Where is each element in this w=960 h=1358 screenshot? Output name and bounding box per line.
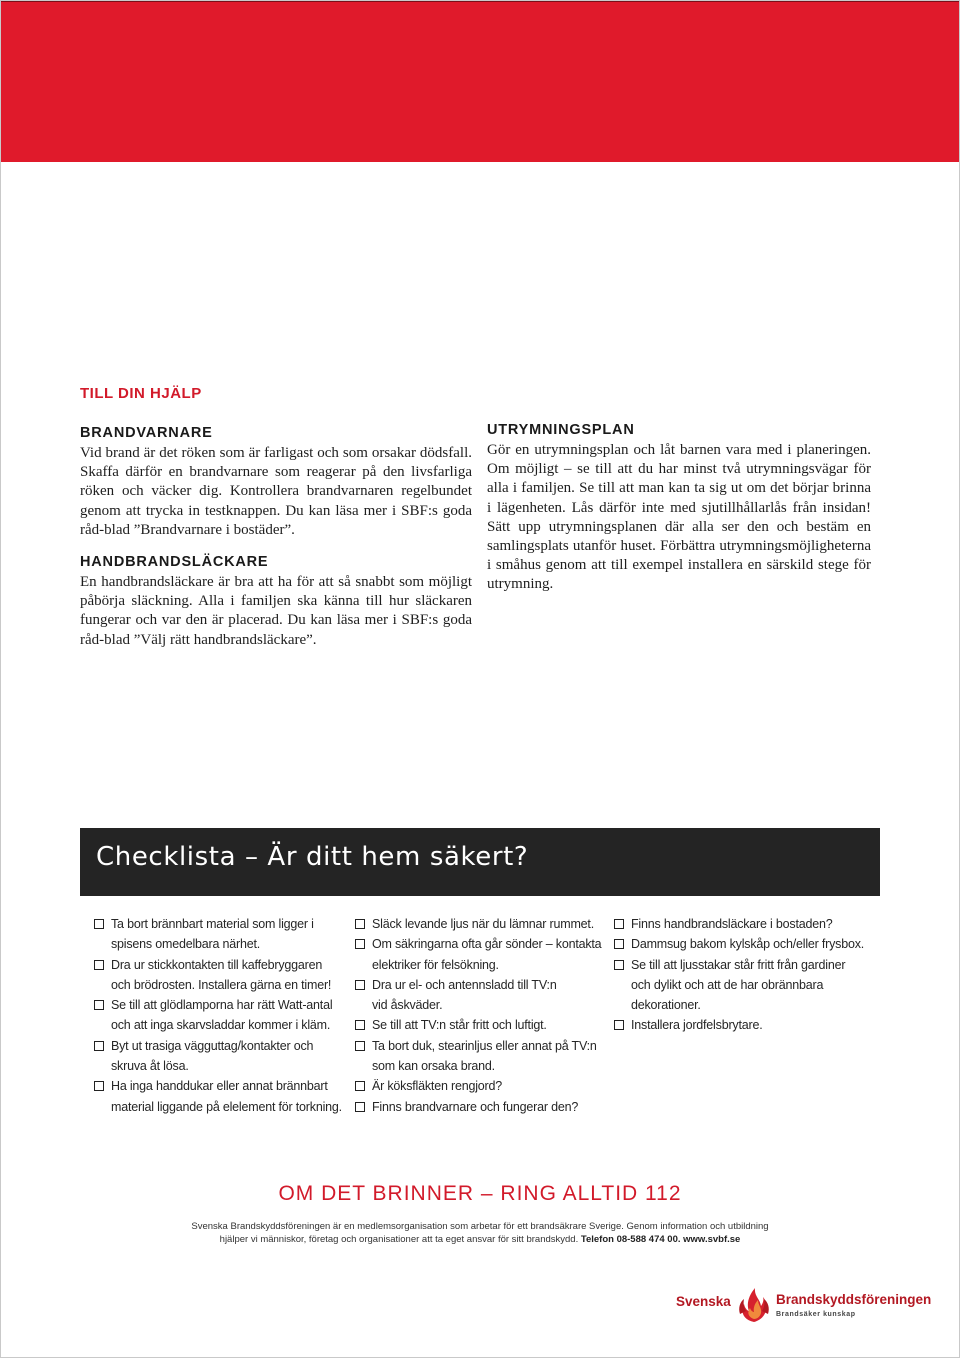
checklist-column-1 <box>94 914 344 1117</box>
checklist-item-text <box>111 995 332 1036</box>
checklist-item-text <box>372 975 557 1016</box>
checklist-item <box>355 1097 605 1117</box>
checklist-item-line: elektriker för felsökning. <box>372 957 499 972</box>
utrymningsplan-body: Gör en utrymningsplan och låt barnen vara med i planeringen. Om möjligt – se till att du har minst två utrymningsvägar för alla i familjen. Se till att man kan ta sig ut om det börjar brinna i lägenheten. Lås därför inte med sjutillhållarlås från insidan! Sätt upp utrymningsplanen där alla ser den och bestäm en samlingsplats utanför huset. Förbättra utrymningsmöjligheterna i småhus genom att till exempel installera en särskild stege för utrymning. <box>487 442 871 593</box>
checklist-item <box>94 995 344 1036</box>
checklist-item <box>614 934 874 954</box>
checklist-item-text <box>631 914 832 934</box>
checklist-item-text <box>111 914 314 955</box>
checklist-item-line: Se till att ljusstakar står fritt från gardiner <box>631 957 846 972</box>
checklist-item-text <box>111 955 331 996</box>
checkbox-square-icon <box>614 939 624 949</box>
checkbox-square-icon <box>94 960 104 970</box>
checklist-column-2 <box>355 914 605 1117</box>
section-tag: TILL DIN HJÄLP <box>80 385 202 402</box>
checkbox-square-icon <box>355 1102 365 1112</box>
checklist-item <box>355 1015 605 1035</box>
brandvarnare-body: Vid brand är det röken som är farligast och som orsakar dödsfall. Skaffa därför en brandvarnare som reagerar på den livsfarliga röken och väcker dig. Kontrollera brandvarnaren regelbundet genom att trycka in testknappen. Du kan läsa mer i SBF:s goda råd-blad ”Brandvarnare i bostäder”. <box>80 445 472 538</box>
checklist-item-text <box>372 1097 578 1117</box>
checklist-item-text <box>631 1015 762 1035</box>
checklist-column-3 <box>614 914 874 1036</box>
checkbox-square-icon <box>355 1020 365 1030</box>
checklist-item-line: Dra ur el- och antennsladd till TV:n <box>372 977 557 992</box>
handbrandslackare-body: En handbrandsläckare är bra att ha för att så snabbt som möjligt påbörja släckning. Alla i familjen ska känna till hur släckaren fungerar och var den är placerad. Du kan läsa mer i SBF:s goda råd-blad ”Välj rätt handbrandsläckare”. <box>80 574 472 648</box>
checklist-item-line: Dammsug bakom kylskåp och/eller frysbox. <box>631 937 865 952</box>
checkbox-square-icon <box>94 919 104 929</box>
emergency-call-line: OM DET BRINNER – RING ALLTID 112 <box>278 1182 682 1205</box>
checklist-item <box>94 914 344 955</box>
checklist-item-line: Ta bort brännbart material som ligger i <box>111 917 314 931</box>
flame-icon <box>734 1284 774 1324</box>
checklist-item-line: Se till att TV:n står fritt och luftigt. <box>372 1018 547 1033</box>
footer-line-1: Svenska Brandskyddsföreningen är en medlemsorganisation som arbetar för ett brandsäkrare Sverige. Genom information och utbildning <box>191 1221 769 1232</box>
checkbox-square-icon <box>355 939 365 949</box>
checklist-item-text <box>372 1015 547 1035</box>
checkbox-square-icon <box>614 919 624 929</box>
footer-line-2: hjälper vi människor, företag och organisationer att ta eget ansvar för sitt brandskydd. <box>219 1234 579 1245</box>
checklist-item <box>94 955 344 996</box>
checklist-item-line: och brödrosten. Installera gärna en timer! <box>111 977 332 992</box>
checkbox-square-icon <box>355 919 365 929</box>
checklist-item-line: material liggande på elelement för torkning. <box>111 1099 342 1114</box>
checklist-item <box>355 1076 605 1096</box>
checklist-item-line: Om säkringarna ofta går sönder – kontakta <box>372 937 602 952</box>
checkbox-square-icon <box>94 1041 104 1051</box>
right-column <box>487 422 871 595</box>
checklist-item-text <box>372 934 601 975</box>
checklist-item-line: Ha inga handdukar eller annat brännbart <box>111 1079 328 1094</box>
checklist-item-line: Dra ur stickkontakten till kaffebryggaren <box>111 957 323 972</box>
checkbox-square-icon <box>355 980 365 990</box>
checkbox-square-icon <box>355 1081 365 1091</box>
checklist-title: Checklista – Är ditt hem säkert? <box>96 842 529 872</box>
checklist-item <box>94 1036 344 1077</box>
footer-text <box>160 1220 800 1246</box>
utrymningsplan-heading: UTRYMNINGSPLAN <box>487 422 635 438</box>
checklist-item-line: Släck levande ljus när du lämnar rummet. <box>372 917 594 931</box>
checkbox-square-icon <box>614 1020 624 1030</box>
checklist-item <box>355 1036 605 1077</box>
checkbox-square-icon <box>355 1041 365 1051</box>
brandvarnare-heading: BRANDVARNARE <box>80 425 213 441</box>
checkbox-square-icon <box>614 960 624 970</box>
checklist-item-line: dekorationer. <box>631 998 701 1013</box>
checklist-item-line: spisens omedelbara närhet. <box>111 937 261 952</box>
checklist-item-line: Installera jordfelsbrytare. <box>631 1018 763 1033</box>
checklist-item <box>355 914 605 934</box>
checklist-item-text <box>372 914 594 934</box>
checklist-item <box>355 934 605 975</box>
logo-name: Brandskyddsföreningen <box>776 1292 932 1307</box>
checkbox-square-icon <box>94 1081 104 1091</box>
top-edge-line <box>0 0 960 2</box>
logo-word-svenska: Svenska <box>676 1294 731 1309</box>
organisation-logo <box>676 1284 938 1328</box>
checklist-item-line: Finns handbrandsläckare i bostaden? <box>631 917 833 931</box>
checklist-item-text <box>111 1036 313 1077</box>
checklist-item <box>94 1076 344 1117</box>
checklist-item-text <box>631 934 864 954</box>
checklist-item-text <box>631 955 845 1016</box>
checklist-item-text <box>111 1076 342 1117</box>
checklist-item-line: som kan orsaka brand. <box>372 1059 495 1074</box>
checklist-item-text <box>372 1076 502 1096</box>
checklist-item-line: vid åskväder. <box>372 998 443 1013</box>
checklist-item <box>614 1015 874 1035</box>
checklist-item-line: och att inga skarvsladdar kommer i kläm. <box>111 1018 331 1033</box>
checklist-item-line: Finns brandvarnare och fungerar den? <box>372 1099 579 1114</box>
checklist-item-line: Byt ut trasiga vägguttag/kontakter och <box>111 1038 314 1053</box>
checklist-item <box>355 975 605 1016</box>
checklist-item <box>614 955 874 1016</box>
checklist-header-bar <box>80 828 880 896</box>
checklist-item-line: Se till att glödlamporna har rätt Watt-antal <box>111 998 333 1013</box>
top-red-band <box>0 0 960 162</box>
checklist-item-line: och dylikt och att de har obrännbara <box>631 977 824 992</box>
handbrandslackare-heading: HANDBRANDSLÄCKARE <box>80 554 269 571</box>
checklist-item-line: Är köksfläkten rengjord? <box>372 1079 502 1094</box>
left-column <box>80 425 472 650</box>
checkbox-square-icon <box>94 1000 104 1010</box>
logo-tagline: Brandsäker kunskap <box>776 1311 856 1318</box>
checklist-item-line: skruva åt lösa. <box>111 1059 189 1074</box>
checklist-item-line: Ta bort duk, stearinljus eller annat på TV:n <box>372 1038 597 1053</box>
checklist-item <box>614 914 874 934</box>
footer-contact: Telefon 08-588 474 00. www.svbf.se <box>580 1234 741 1245</box>
checklist-item-text <box>372 1036 597 1077</box>
